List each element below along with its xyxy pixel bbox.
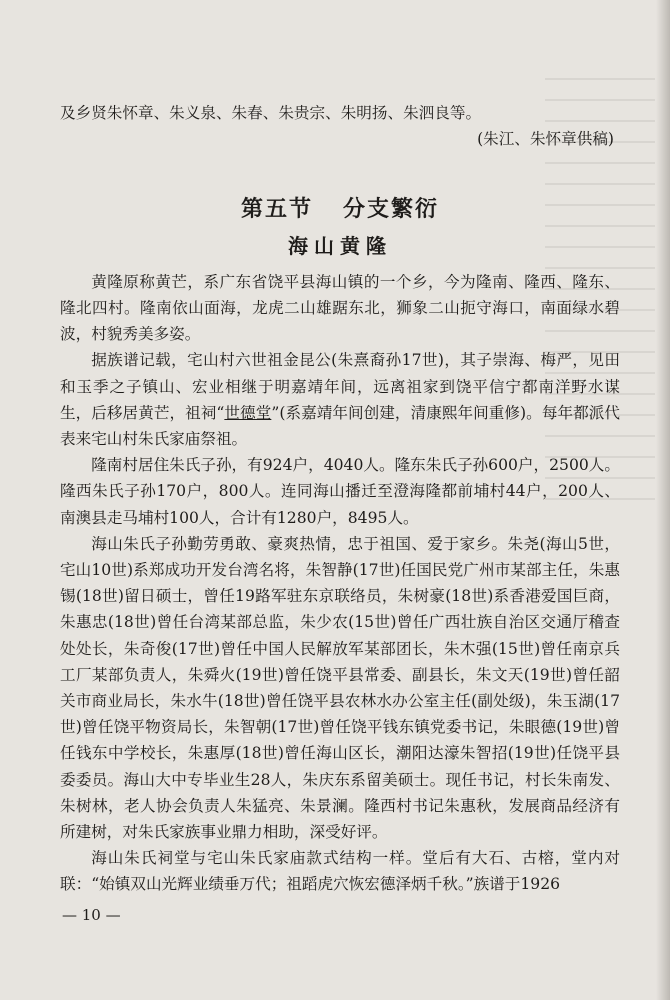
sub-title: 海山黄隆 [288, 233, 392, 258]
paragraph-1: 黄隆原称黄芒，系广东省饶平县海山镇的一个乡，今为隆南、隆西、隆东、隆北四村。隆南依山面海，龙虎二山雄踞东北，狮象二山扼守海口，南面绿水碧波，村貌秀美多姿。 [60, 272, 620, 344]
continued-line: 及乡贤朱怀章、朱义泉、朱春、朱贵宗、朱明扬、朱泗良等。 [60, 104, 482, 122]
section-number: 第五节 [240, 196, 313, 223]
section-title [60, 196, 620, 222]
paragraph-4: 海山朱氏子孙勤劳勇敢、豪爽热情，忠于祖国、爱于家乡。朱尧(海山5世，宅山10世)系郑成功开发台湾名将，朱智静(17世)任国民党广州市某部主任，朱惠锡(18世)留日硕士，曾任19路军驻东京联络员，朱树豪(18世)系香港爱国巨商，朱惠忠(18世)曾任台湾某部总监，朱少农(15世)曾任广西壮族自治区交通厅稽查处处长，朱奇俊(17世)曾任中国人民解放军某部团长，朱木强(15世)曾任南京兵工厂某部负责人，朱舜火(19世)曾任饶平县常委、副县长，朱文天(19世)曾任韶关市商业局长，朱水牛(18世)曾任饶平县农林水办公室主任(副处级)，朱玉湖(17世)曾任饶平物资局长，朱智朝(17世)曾任饶平钱东镇党委书记，朱眼德(19世)曾任钱东中学校长，朱惠厚(18世)曾任海山区长，潮阳达濠朱智招(19世)任饶平县委委员。海山大中专毕业生28人，朱庆东系留美硕士。现任书记，村长朱南发、朱树林，老人协会负责人朱猛亮、朱景澜。隆西村书记朱惠秋，发展商品经济有所建树，对朱氏家族事业鼎力相助，深受好评。 [60, 534, 620, 842]
paragraph-2 [60, 347, 620, 452]
contributor-credit: (朱江、朱怀章供稿) [477, 130, 614, 149]
paragraph-5: 海山朱氏祠堂与宅山朱氏家庙款式结构一样。堂后有大石、古榕，堂内对联：“始镇双山光辉业绩垂万代；祖蹈虎穴恢宏德泽炳千秋。”族谱于1926 [60, 849, 620, 894]
page-edge-shadow [656, 0, 670, 1000]
paragraph-2-part-a: 据族谱记载，宅山村六世祖金昆公(朱熹裔孙17世)，其子崇海、梅严，见田和玉季之子镇山、宏业相继于明嘉靖年间，远离祖家到饶平信宁都南洋野水谋生，后移居黄芒，祖祠“ [60, 351, 620, 422]
page-number: — 10 — [62, 906, 121, 924]
ancestral-hall-name: 世德堂 [224, 403, 272, 422]
section-name: 分支繁衍 [343, 196, 440, 223]
paragraph-3: 隆南村居住朱氏子孙，有924户，4040人。隆东朱氏子孙600户，2500人。隆西朱氏子孙170户，800人。连同海山播迁至澄海隆都前埔村44户，200人、南澳县走马埔村100人，合计有1280户，8495人。 [60, 456, 620, 527]
paragraph-2-part-b: ”(系嘉靖年间创建，清康熙年间重修)。每年都派代表来宅山村朱氏家庙祭祖。 [60, 403, 620, 449]
page-content [60, 100, 620, 898]
